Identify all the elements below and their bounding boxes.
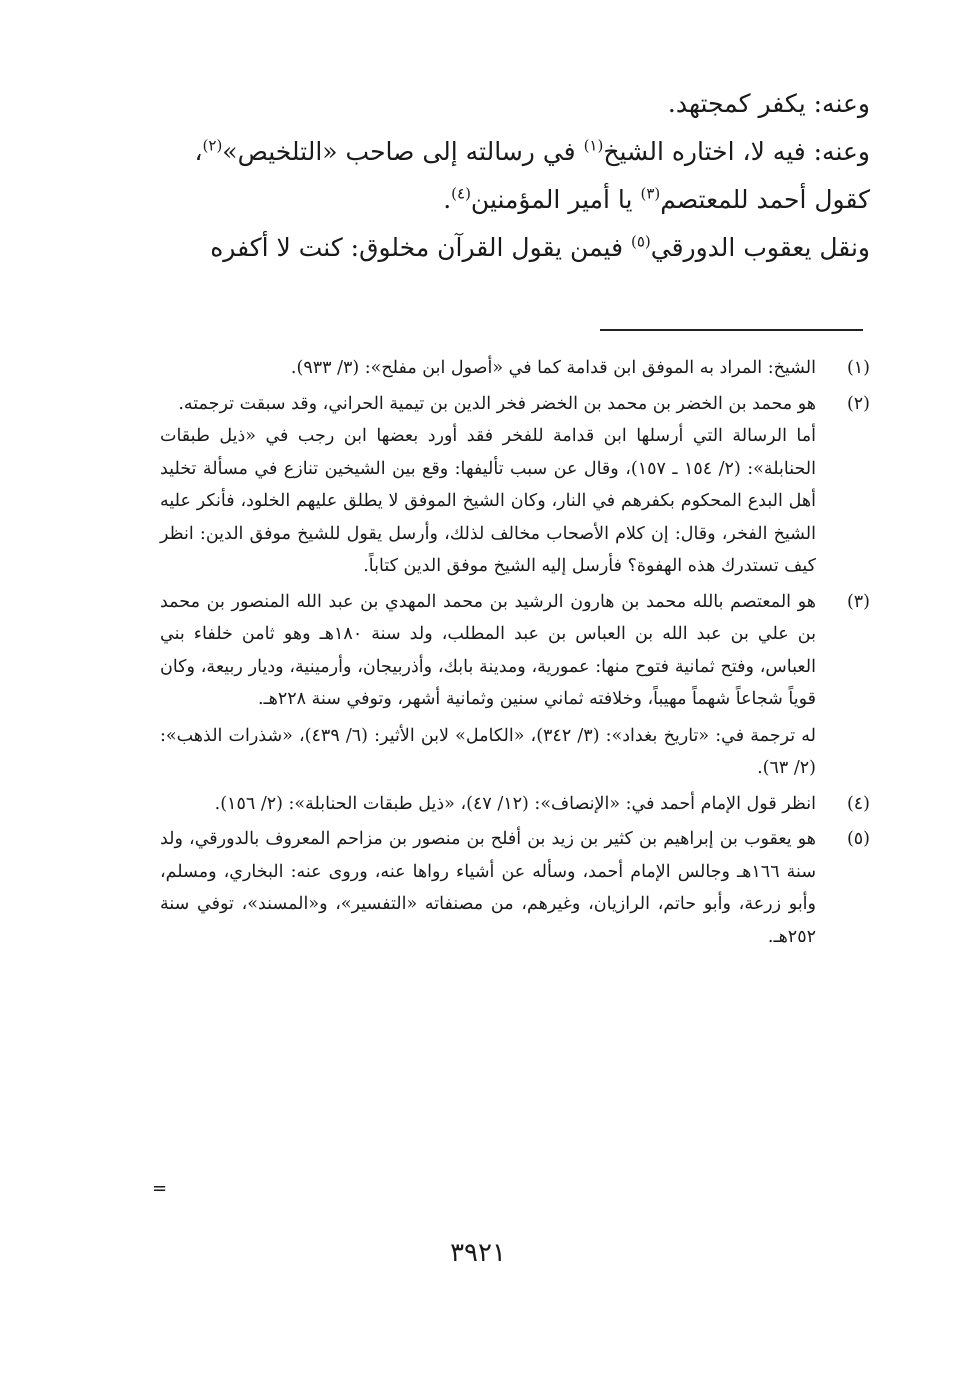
footnote-text [160,788,816,821]
footnote-4 [160,788,870,821]
body-line-3-part-a: كقول أحمد للمعتصم [660,185,870,214]
body-line-2-part-a: وعنه: فيه لا، اختاره الشيخ [603,137,870,166]
footnote-number: (١) [846,358,870,378]
footnote-text [160,823,816,953]
page-number: ٣٩٢١ [450,1238,506,1268]
footnote-ref-5[interactable]: (٥) [630,232,651,251]
footnote-3 [160,586,870,785]
body-line-3-part-c: . [443,185,452,214]
body-line-2 [160,128,870,176]
footnote-paragraph: أما الرسالة التي أرسلها ابن قدامة للفخر فقد أورد بعضها ابن رجب في «ذيل طبقات الحنابلة»: (٢/ ١٥٤ ـ ١٥٧)، وقال عن سبب تأليفها: وقع بين الشيخين تنازع في مسألة تخليد أهل البدع المحكوم بكفرهم في النار، وكان الشيخ الموفق لا يطلق عليهم الخلود، فأنكر عليه الشيخ الفخر، وقال: إن كلام الأصحاب مخالف لذلك، وأرسل يقول للشيخ موفق الدين: انظر كيف تستدرك هذه الهفوة؟ فأرسل إليه الشيخ موفق الدين كتاباً. [160,426,816,576]
footnote-number: (٤) [846,793,870,814]
footnote-paragraph: هو يعقوب بن إبراهيم بن كثير بن زيد بن أفلح بن منصور بن مزاحم المعروف بالدورقي، ولد سنة ١٦٦هـ وجالس الإمام أحمد، وسأله عن أشياء رواها عنه، وروى عنه: البخاري، ومسلم، وأبو زرعة، وأبو حاتم، الرازيان، وغيرهم، من مصنفاته «التفسير»، و«المسند»، توفي سنة ٢٥٢هـ. [160,829,816,947]
footnote-paragraph: له ترجمة في: «تاريخ بغداد»: (٣/ ٣٤٢)، «الكامل» لابن الأثير: (٦/ ٤٣٩)، «شذرات الذهب»: (٢/ ٦٣). [160,725,816,778]
body-line-4-part-a: ونقل يعقوب الدورقي [650,233,870,262]
footnote-separator [600,329,863,331]
footnote-text [160,352,816,385]
footnote-1 [160,352,870,385]
body-line-3-part-b: يا أمير المؤمنين [470,185,641,214]
footnote-5 [160,823,870,953]
footnotes [160,352,870,956]
body-line-3 [160,176,870,224]
footnote-paragraph: هو محمد بن الخضر بن محمد بن الخضر فخر الدين بن تيمية الحراني، وقد سبقت ترجمته. [178,393,816,414]
footnote-text [160,388,816,583]
footnote-2 [160,388,870,583]
footnote-ref-2[interactable]: (٢) [202,136,223,155]
body-line-2-part-c: ، [194,137,203,166]
footnote-ref-4[interactable]: (٤) [451,184,471,203]
footnote-paragraph: هو المعتصم بالله محمد بن هارون الرشيد بن محمد المهدي بن عبد الله المنصور بن محمد بن علي بن عبد الله بن العباس بن عبد المطلب، ولد سنة ١٨٠هـ وهو ثامن خلفاء بني العباس، وفتح ثمانية فتوح منها: عمورية، ومدينة بابك، وأذربيجان، وأرمينية، وديار ربيعة، وكان قوياً شجاعاً شهماً مهيباً، وخلافته ثماني سنين وثمانية أشهر، وتوفي سنة ٢٢٨هـ. [160,591,816,709]
footnote-text [160,586,816,785]
footnote-ref-1[interactable]: (١) [583,136,604,155]
body-line-2-part-b: في رسالته إلى صاحب «التلخيص» [222,137,584,166]
continuation-mark: = [152,1178,168,1199]
footnote-paragraph: الشيخ: المراد به الموفق ابن قدامة كما في «أصول ابن مفلح»: (٣/ ٩٣٣). [290,358,816,378]
footnote-number: (٢) [846,393,870,414]
footnote-ref-3[interactable]: (٣) [640,184,661,203]
body-line-4-part-b: فيمن يقول القرآن مخلوق: كنت لا أكفره [210,233,631,262]
footnote-number: (٣) [846,591,870,612]
body-line-4 [160,224,870,272]
body-line-1: وعنه: يكفر كمجتهد. [667,89,870,118]
footnote-paragraph: انظر قول الإمام أحمد في: «الإنصاف»: (١٢/ ٤٧)، «ذيل طبقات الحنابلة»: (٢/ ١٥٦). [214,793,816,814]
footnote-number: (٥) [846,829,870,849]
main-text [160,80,870,272]
